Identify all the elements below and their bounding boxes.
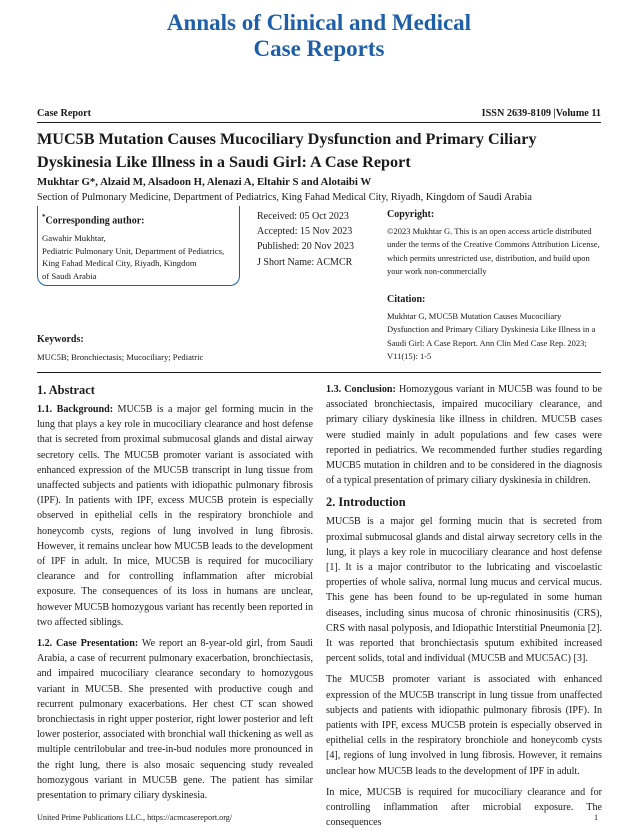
article-type: Case Report — [37, 108, 92, 119]
footer-publisher: United Prime Publications LLC., https://acmcasereport.org/ — [37, 813, 233, 822]
corresponding-author-name: Gawahir Mukhtar, — [42, 232, 106, 243]
abstract-heading: 1. Abstract — [37, 383, 95, 397]
introduction-paragraph-2: The MUC5B promoter variant is associated with enhanced expression of the MUC5B transcript in lung tissue from unaffected subjects and patients with idiopathic pulmonary fibrosis (IPF). In patients with IPF, excess MUC5B protein is especially observed in epithelial cells in the respiratory bronchiole and honeycomb cysts [4], regions of lung involved in lung fibrosis. However, it remains unclear how MUC5B leads to the development of IPF in adult. — [326, 674, 602, 777]
introduction-paragraph-1: MUC5B is a major gel forming mucin that is secreted from proximal submucosal glands and distal airway secretory cells in the lung, it plays a key role in mucociliary clearance and host defense [1]. It is a major contributor to the lubricating and viscoelastic properties of whole saliva, normal lung mucus and cervical mucus. This gene has been found to be up-regulated in some human diseases, including sinus mucosa of chronic rhinosinusitis (CRS), CRS with nasal polyposis, and Idiopathic Interstitial Pneumonia [2]. It was reported that bronchiectasis sputum exhibited increased percent solids, total and individual (MUC5B and MUC5AC) [3]. — [326, 516, 602, 665]
top-divider — [37, 122, 601, 123]
corresponding-author-box — [37, 206, 240, 286]
journal-short-name: J Short Name: ACMCR — [257, 256, 353, 268]
affiliation: Section of Pulmonary Medicine, Department of Pediatrics, King Fahad Medical City, Riyadh, Kingdom of Saudi Arabia — [37, 192, 532, 203]
citation-heading: Citation: — [387, 294, 426, 305]
background-label: 1.1. Background: — [37, 404, 114, 415]
article-meta-row — [37, 108, 601, 119]
corresponding-author-address-3: of Saudi Arabia — [42, 270, 97, 281]
author-list: Mukhtar G*, Alzaid M, Alsadoon H, Alenazi A, Eltahir S and Alotaibi W — [37, 176, 372, 188]
corresponding-author-address-1: Pediatric Pulmonary Unit, Department of Pediatrics, — [42, 245, 225, 256]
journal-title-line1: Annals of Clinical and Medical — [166, 10, 472, 35]
keywords-block — [37, 334, 203, 362]
copyright-heading: Copyright: — [387, 209, 435, 220]
issn-volume: ISSN 2639-8109 |Volume 11 — [481, 108, 601, 119]
accepted-date: Accepted: 15 Nov 2023 — [257, 226, 353, 238]
copyright-block — [387, 209, 601, 279]
citation-text: Mukhtar G, MUC5B Mutation Causes Mucociliary Dysfunction and Primary Ciliary Dyskinesia Like Illness in a Saudi Girl: A Case Report. Ann Clin Med Case Rep. 2023; V11(15): 1-5 — [387, 311, 596, 362]
journal-title — [0, 10, 638, 62]
received-date: Received: 05 Oct 2023 — [257, 211, 349, 222]
corresponding-author-heading: *Corresponding author: — [42, 213, 145, 227]
keywords-text: MUC5B; Bronchiectasis; Mucociliary; Pediatric — [37, 352, 204, 362]
page-number: 1 — [594, 813, 599, 822]
case-label: 1.2. Case Presentation: — [37, 638, 139, 650]
right-column — [326, 382, 602, 836]
section-divider — [37, 372, 601, 373]
citation-block — [387, 294, 601, 364]
left-column — [37, 382, 313, 809]
abstract-conclusion — [326, 382, 602, 488]
case-text: We report an 8-year-old girl, from Saudi Arabia, a case of recurrent pulmonary exacerbation, bronchiectasis, and impaired mucociliary clearance secondary to homozygous variant in MUC5B. She presented with productive cough and recurrent pulmonary exacerbations. Her chest CT scan showed bronchiectasis in right upper posterior, right lower posterior and left lower posterior, associated with bronchial wall thickening as well as multiple centrilobular and tree-in-bud nodules more pronounced in the right lung, there is also mosaic sequencing study revealed homozygous variant in MUC5B gene. The patient has similar presentation to primary ciliary dyskinesia. — [37, 638, 313, 802]
dates-block — [257, 209, 354, 270]
conclusion-label: 1.3. Conclusion: — [326, 384, 396, 395]
abstract-background — [37, 402, 313, 630]
copyright-text: ©2023 Mukhtar G. This is an open access article distributed under the terms of the Creative Commons Attribution License, which permits unrestricted use, distribution, and build upon your work non-commercially — [387, 226, 600, 277]
keywords-heading: Keywords: — [37, 334, 84, 345]
corresponding-author-address-2: King Fahad Medical City, Riyadh, Kingdom — [42, 258, 197, 269]
introduction-heading: 2. Introduction — [326, 495, 406, 510]
published-date: Published: 20 Nov 2023 — [257, 241, 354, 253]
conclusion-text: Homozygous variant in MUC5B was found to be associated bronchiectasis, impaired mucociliary clearance, and primary ciliary dyskinesia like illness in children. MUC5B cases were studied mainly in adult populations and few cases were reported in pediatrics. We recommended further studies regarding MUCB5 mutation in children and to be considered in the diagnosis of a typical presentation of primary ciliary dyskinesia in children. — [326, 384, 602, 487]
journal-title-line2: Case Reports — [253, 36, 385, 61]
background-text: MUC5B is a major gel forming mucin in the lung that plays a key role in mucociliary clearance and host defense that is secreted from proximal submucosal glands and distal airway secretory cells. The MUC5B promoter variant is associated with enhanced expression of the MUC5B transcript in lung tissue from unaffected subjects and patients with idiopathic pulmonary fibrosis (IPF). In patients with IPF, excess MUC5B protein is especially observed in epithelial cells in the respiratory bronchiole and honeycomb cysts, regions of lung involved in lung fibrosis. However, it remains unclear how MUC5B leads to the development of IPF in adult. In mice, MUC5B is required for mucociliary clearance and for controlling inflammation after microbial exposure. The consequences of its loss in humans are unclear, however MUC5B homozygous variant has recently been reported in two affected siblings. — [37, 404, 314, 628]
introduction-paragraph-3: In mice, MUC5B is required for mucociliary clearance and for controlling inflammation after microbial exposure. The consequences — [326, 786, 602, 829]
abstract-case-presentation — [37, 636, 313, 803]
article-title: MUC5B Mutation Causes Mucociliary Dysfunction and Primary Ciliary Dyskinesia Like Illness in a Saudi Girl: A Case Report — [37, 130, 537, 171]
